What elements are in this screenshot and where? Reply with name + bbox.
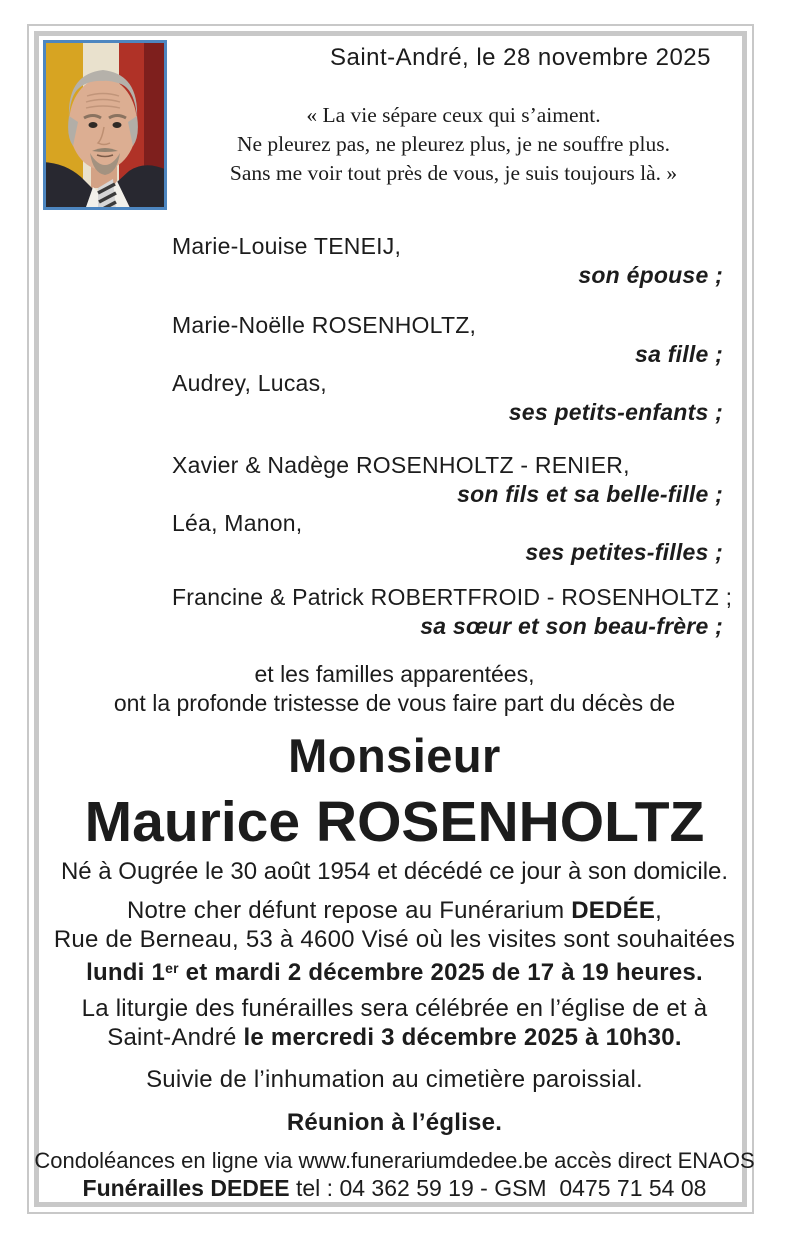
birth-death-line: Né à Ougrée le 30 août 1954 et décédé ce jour à son domicile. — [60, 858, 729, 885]
funerarium-address: Rue de Berneau, 53 à 4600 Visé où les visites sont souhaitées — [53, 926, 736, 953]
portrait-illustration — [43, 40, 167, 210]
family-member-names: Francine & Patrick ROBERTFROID - ROSENHOLTZ ; — [172, 584, 733, 610]
family-group — [0, 583, 789, 641]
inhumation-line: Suivie de l’inhumation au cimetière paroissial. — [146, 1066, 643, 1093]
quote-line-1: « La vie sépare ceux qui s’aiment. — [306, 103, 601, 127]
family-relation: ses petites-filles ; — [525, 539, 723, 565]
funeral-home-name: Funérailles DEDEE — [82, 1175, 290, 1201]
funerarium-name: DEDÉE — [571, 897, 656, 924]
family-member-names: Xavier & Nadège ROSENHOLTZ - RENIER, — [172, 452, 630, 478]
deceased-civility: Monsieur — [288, 729, 501, 782]
family-member-names: Léa, Manon, — [172, 510, 303, 536]
repose-line: Notre cher défunt repose au Funérarium DEDÉE, — [126, 897, 663, 924]
condolences-line: Condoléances en ligne via www.funerariumdedee.be accès direct ENAOS — [34, 1148, 755, 1173]
contact-phones: tel : 04 362 59 19 - GSM 0475 71 54 08 — [289, 1175, 707, 1201]
family-relation: ses petits-enfants ; — [508, 399, 723, 425]
family-relation: sa sœur et son beau-frère ; — [420, 613, 723, 639]
family-relation: sa fille ; — [635, 341, 723, 367]
announcement-intro — [0, 660, 789, 718]
family-group — [0, 311, 789, 369]
liturgy-line-2: Saint-André le mercredi 3 décembre 2025 à 10h30. — [107, 1024, 682, 1051]
family-group — [0, 232, 789, 290]
family-group — [0, 451, 789, 509]
dateline: Saint-André, le 28 novembre 2025 — [330, 44, 711, 71]
family-group — [0, 369, 789, 427]
family-member-names: Audrey, Lucas, — [172, 370, 327, 396]
memorial-quote — [160, 101, 747, 188]
family-relation: son épouse ; — [578, 262, 723, 288]
funerarium-paragraph — [0, 896, 789, 987]
liturgy-paragraph — [0, 994, 789, 1052]
visiting-hours: lundi 1er et mardi 2 décembre 2025 de 17 à 19 heures. — [86, 958, 703, 986]
family-relation: son fils et sa belle-fille ; — [457, 481, 723, 507]
quote-line-2: Ne pleurez pas, ne pleurez plus, je ne souffre plus. — [236, 132, 671, 156]
liturgy-line-1: La liturgie des funérailles sera célébrée en l’église de et à — [81, 995, 708, 1022]
deceased-name: Maurice ROSENHOLTZ — [84, 790, 705, 854]
ordinal-superscript: er — [165, 960, 179, 976]
family-list — [0, 232, 789, 641]
reunion-line: Réunion à l’église. — [286, 1109, 503, 1136]
quote-line-3: Sans me voir tout près de vous, je suis toujours là. » — [229, 161, 678, 185]
family-member-names: Marie-Louise TENEIJ, — [172, 233, 402, 259]
family-group — [0, 509, 789, 567]
portrait-photo — [43, 40, 167, 210]
intro-line-1: et les familles apparentées, — [254, 661, 535, 687]
liturgy-datetime: le mercredi 3 décembre 2025 à 10h30. — [243, 1024, 682, 1051]
intro-line-2: ont la profonde tristesse de vous faire part du décès de — [113, 690, 676, 716]
family-member-names: Marie-Noëlle ROSENHOLTZ, — [172, 312, 477, 338]
contact-line — [0, 1174, 789, 1203]
